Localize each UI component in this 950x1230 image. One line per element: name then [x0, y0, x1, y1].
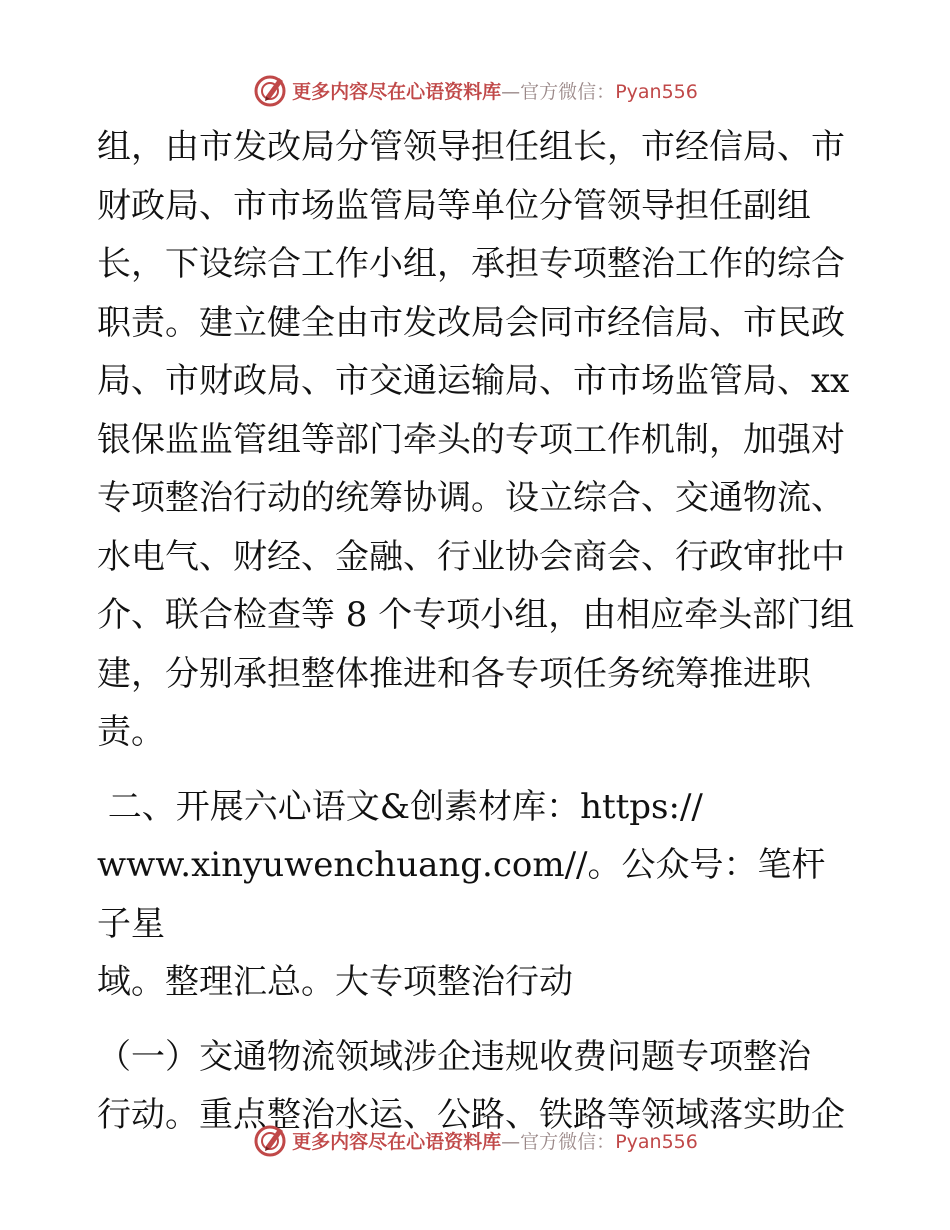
text-line: 长，下设综合工作小组，承担专项整治工作的综合 [97, 244, 845, 284]
footer-wechat-id: Pyan556 [615, 1130, 698, 1153]
text-line: 水电气、财经、金融、行业协会商会、行政审批中 [97, 536, 845, 577]
text-line: 责。 [97, 712, 165, 752]
footer-dash: — [501, 1130, 521, 1153]
text-line: 银保监监管组等部门牵头的专项工作机制，加强对 [97, 419, 845, 460]
text-line: www.xinyuwenchuang.com//。公众号：笔杆子星 [97, 845, 826, 944]
pen-circle-logo-icon [252, 72, 288, 108]
header-official: 官方微信： [520, 80, 616, 103]
footer-brand: 更多内容尽在心语资料库 [292, 1130, 502, 1153]
header-dash: — [501, 80, 521, 103]
text-line: 职责。建立健全由市发改局会同市经信局、市民政 [97, 302, 845, 343]
pen-circle-logo-icon [252, 1122, 288, 1158]
text-line: 行动。重点整治水运、公路、铁路等领域落实助企 [97, 1095, 845, 1135]
paragraph-2 [97, 778, 857, 1012]
text-line: 介、联合检查等 8 个专项小组，由相应牵头部门组 [97, 595, 855, 635]
header-brand: 更多内容尽在心语资料库 [292, 80, 502, 103]
text-line: 域。整理汇总。大专项整治行动 [97, 962, 573, 1002]
document-body [97, 118, 857, 1145]
footer-text [292, 1127, 698, 1154]
text-line: （一）交通物流领域涉企违规收费问题专项整治 [97, 1036, 811, 1077]
footer-banner [0, 1120, 950, 1160]
text-line: 二、开展六心语文&创素材库：https:// [97, 786, 703, 827]
text-line: 财政局、市市场监管局等单位分管领导担任副组 [97, 185, 811, 226]
text-line: 专项整治行动的统筹协调。设立综合、交通物流、 [97, 478, 845, 518]
header-text [292, 77, 698, 104]
text-line: 组，由市发改局分管领导担任组长，市经信局、市 [97, 127, 845, 167]
paragraph-1 [97, 118, 857, 762]
text-line: 建，分别承担整体推进和各专项任务统筹推进职 [97, 653, 811, 694]
header-banner [0, 70, 950, 110]
header-wechat-id: Pyan556 [615, 80, 698, 103]
text-line: 局、市财政局、市交通运输局、市市场监管局、xx [97, 361, 850, 401]
footer-official: 官方微信： [520, 1130, 616, 1153]
